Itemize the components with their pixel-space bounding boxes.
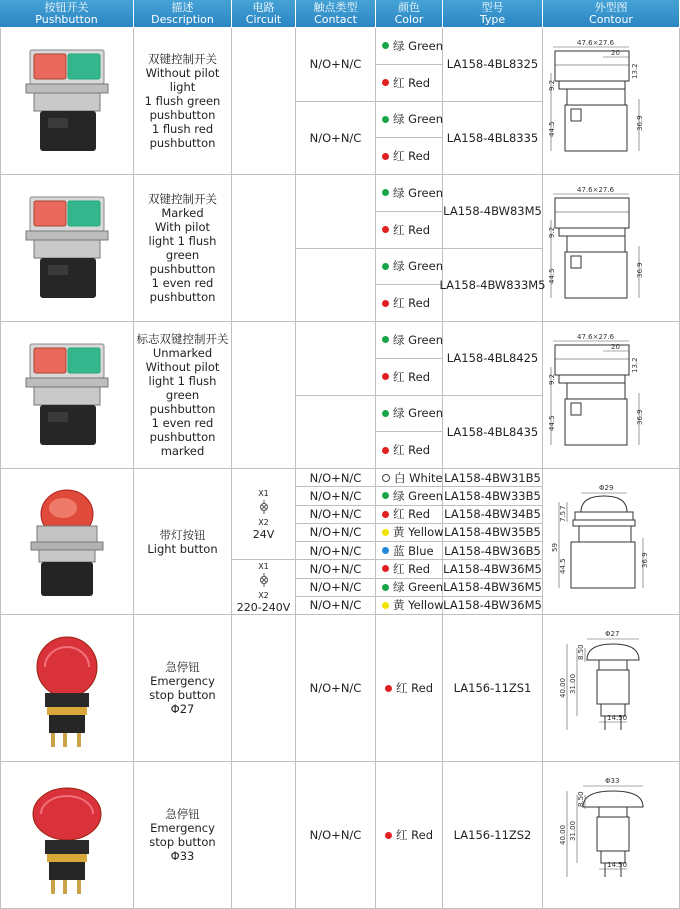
- contact-cell: [296, 560, 376, 578]
- color-label: 黄 Yellow: [393, 598, 444, 613]
- svg-text:47.6×27.6: 47.6×27.6: [577, 332, 615, 341]
- model-number: LA156-11ZS1: [453, 681, 532, 695]
- color-cell: [376, 597, 443, 615]
- terminal-x2: X2: [258, 590, 269, 600]
- contact-type: N/O+N/C: [309, 507, 362, 522]
- header-en: Circuit: [245, 12, 282, 26]
- green-dot-icon: [382, 410, 389, 417]
- model-number: LA158-4BL8335: [446, 130, 539, 145]
- contact-type: N/O+N/C: [309, 681, 362, 695]
- contour-drawing: [543, 28, 680, 175]
- contour-drawing: [543, 762, 680, 909]
- color-cell: [376, 212, 443, 249]
- color-label: 蓝 Blue: [393, 543, 434, 558]
- product-image: [0, 28, 134, 175]
- description-line: Marked: [161, 206, 204, 220]
- svg-text:44.5: 44.5: [548, 414, 556, 431]
- description-line: pushbutton: [149, 262, 216, 276]
- type-cell: [443, 396, 543, 470]
- color-cell: [376, 524, 443, 542]
- contact-type: N/O+N/C: [309, 57, 362, 72]
- description-line: Φ27: [170, 702, 195, 716]
- contact-type: N/O+N/C: [309, 470, 362, 485]
- red-dot-icon: [382, 565, 389, 572]
- double-pushbutton-icon: [22, 193, 112, 303]
- svg-text:14.50: 14.50: [607, 860, 628, 869]
- description-line: green: [165, 248, 200, 262]
- white-dot-icon: [382, 474, 390, 482]
- terminal-x1: X1: [258, 561, 269, 571]
- description-line: Emergency: [150, 821, 215, 835]
- type-cell: [443, 560, 543, 578]
- header-pushbutton: [0, 0, 134, 27]
- terminal-x1: X1: [258, 488, 269, 498]
- contour-drawing-icon: [549, 626, 673, 751]
- header-cn: 外型图: [594, 0, 628, 14]
- color-label: 绿 Green: [393, 185, 443, 200]
- model-number: LA158-4BW33B5: [444, 488, 541, 503]
- description: [134, 615, 232, 762]
- contact-cell: [296, 597, 376, 615]
- contour-drawing-icon: [547, 333, 675, 458]
- lamp-symbol-icon: [258, 573, 270, 590]
- header-en: Contour: [589, 12, 633, 26]
- product-image: [0, 175, 134, 322]
- green-dot-icon: [382, 116, 389, 123]
- contour-drawing-icon: [551, 482, 671, 602]
- red-dot-icon: [382, 447, 389, 454]
- header-en: Contact: [314, 12, 357, 26]
- description-line: light: [169, 80, 196, 94]
- circuit-cell: [232, 615, 296, 762]
- description: [134, 762, 232, 909]
- svg-text:13.2: 13.2: [631, 356, 639, 373]
- model-number: LA158-4BL8425: [446, 351, 539, 366]
- type-cell: [439, 249, 546, 323]
- color-label: 红 Red: [393, 149, 431, 164]
- color-cell: [376, 102, 443, 139]
- color-cell: [376, 28, 443, 65]
- contour-drawing-icon: [547, 186, 675, 311]
- color-label: 绿 Green: [393, 580, 443, 595]
- svg-text:Φ29: Φ29: [599, 483, 614, 492]
- color-label: 绿 Green: [393, 38, 443, 53]
- svg-text:59: 59: [551, 542, 559, 552]
- color-label: 红 Red: [393, 222, 431, 237]
- contact-cell: [296, 524, 376, 542]
- red-dot-icon: [382, 79, 389, 86]
- circuit-cell: [232, 469, 296, 560]
- contact-cell: [296, 322, 376, 396]
- header-contour: [543, 0, 680, 27]
- contact-type: N/O+N/C: [309, 130, 362, 145]
- model-number: LA158-4BW36M5: [443, 580, 542, 595]
- emergency-stop-button-icon: [19, 770, 115, 900]
- description-line: 1 flush green: [144, 94, 221, 108]
- green-dot-icon: [382, 189, 389, 196]
- contact-type: N/O+N/C: [309, 828, 362, 842]
- contour-drawing-icon: [547, 39, 675, 164]
- type-cell: [443, 762, 543, 909]
- description-line: Without pilot: [145, 66, 220, 80]
- type-cell: [443, 506, 543, 524]
- contour-drawing: [543, 615, 680, 762]
- color-cell: [376, 542, 443, 560]
- blue-dot-icon: [382, 547, 389, 554]
- model-number: LA156-11ZS2: [453, 828, 532, 842]
- circuit-cell: [232, 322, 296, 469]
- terminal-x2: X2: [258, 517, 269, 527]
- description: [134, 28, 232, 175]
- color-cell: [376, 579, 443, 597]
- svg-text:44.5: 44.5: [548, 120, 556, 137]
- circuit-cell: [232, 28, 296, 175]
- model-number: LA158-4BW31B5: [444, 470, 541, 485]
- header-cn: 型号: [481, 0, 504, 14]
- svg-text:9.2: 9.2: [548, 79, 556, 91]
- type-cell: [443, 28, 543, 102]
- description-line: 1 even red: [151, 276, 214, 290]
- voltage: 24V: [252, 527, 275, 541]
- green-dot-icon: [382, 336, 389, 343]
- contact-cell: [296, 615, 376, 762]
- description-line: pushbutton: [149, 108, 216, 122]
- lamp-symbol-icon: [258, 500, 270, 517]
- illuminated-pushbutton-icon: [19, 482, 115, 602]
- contact-cell: [296, 579, 376, 597]
- emergency-stop-button-icon: [19, 623, 115, 753]
- yellow-dot-icon: [382, 529, 389, 536]
- circuit-cell: [232, 560, 296, 615]
- description-line: Unmarked: [152, 346, 213, 360]
- color-cell: [376, 138, 443, 175]
- svg-text:31.00: 31.00: [569, 673, 577, 694]
- circuit-cell: [232, 175, 296, 322]
- type-cell: [443, 524, 543, 542]
- type-cell: [443, 322, 543, 396]
- color-cell: [376, 560, 443, 578]
- description-line: pushbutton: [149, 136, 216, 150]
- model-number: LA158-4BW83M5: [443, 204, 542, 219]
- header-type: [443, 0, 543, 27]
- color-cell: [376, 469, 443, 487]
- svg-text:Φ33: Φ33: [605, 776, 620, 785]
- svg-text:20: 20: [611, 342, 620, 351]
- model-number: LA158-4BW36M5: [443, 598, 542, 613]
- contact-cell: [296, 102, 376, 176]
- green-dot-icon: [382, 263, 389, 270]
- color-label: 红 Red: [395, 681, 433, 695]
- header-en: Color: [394, 12, 424, 26]
- header-en: Pushbutton: [35, 12, 98, 26]
- contact-type: N/O+N/C: [309, 561, 362, 576]
- contact-type: N/O+N/C: [309, 543, 362, 558]
- type-cell: [443, 597, 543, 615]
- contour-drawing: [543, 469, 680, 615]
- description-line: With pilot: [154, 220, 210, 234]
- svg-text:20: 20: [611, 48, 620, 57]
- voltage: 220-240V: [236, 600, 291, 614]
- contact-type: N/O+N/C: [309, 580, 362, 595]
- model-number: LA158-4BW36B5: [444, 543, 541, 558]
- contact-cell: [296, 249, 376, 323]
- contour-drawing: [543, 175, 680, 322]
- contact-cell: [296, 396, 376, 470]
- description: [134, 175, 232, 322]
- green-dot-icon: [382, 584, 389, 591]
- color-label: 绿 Green: [393, 112, 443, 127]
- description-line: Without pilot: [145, 360, 220, 374]
- svg-text:8.50: 8.50: [577, 790, 585, 807]
- svg-text:40.00: 40.00: [559, 677, 567, 698]
- svg-text:31.00: 31.00: [569, 820, 577, 841]
- product-image: [0, 762, 134, 909]
- svg-text:47.6×27.6: 47.6×27.6: [577, 185, 615, 194]
- color-label: 绿 Green: [393, 259, 443, 274]
- svg-text:36.9: 36.9: [636, 261, 644, 278]
- model-number: LA158-4BW833M5: [439, 277, 546, 292]
- contact-cell: [296, 175, 376, 249]
- contact-cell: [296, 469, 376, 487]
- color-label: 红 Red: [393, 507, 431, 522]
- color-label: 绿 Green: [393, 406, 443, 421]
- svg-text:47.6×27.6: 47.6×27.6: [577, 38, 615, 47]
- header-cn: 触点类型: [313, 0, 358, 14]
- color-cell: [376, 322, 443, 359]
- description-line: stop button: [149, 688, 216, 702]
- color-cell: [376, 249, 443, 286]
- color-cell: [376, 359, 443, 396]
- svg-text:36.9: 36.9: [636, 408, 644, 425]
- description-line: pushbutton: [149, 402, 216, 416]
- type-cell: [443, 102, 543, 176]
- contact-cell: [296, 28, 376, 102]
- type-cell: [443, 615, 543, 762]
- color-cell: [376, 432, 443, 469]
- description-line: 1 even red: [151, 416, 214, 430]
- color-cell: [376, 487, 443, 505]
- color-label: 黄 Yellow: [393, 525, 444, 540]
- model-number: LA158-4BL8325: [446, 57, 539, 72]
- svg-text:36.9: 36.9: [641, 551, 649, 568]
- color-cell: [376, 175, 443, 212]
- contact-type: N/O+N/C: [309, 488, 362, 503]
- type-cell: [443, 487, 543, 505]
- color-label: 绿 Green: [393, 332, 443, 347]
- svg-text:44.5: 44.5: [548, 267, 556, 284]
- description-line: 带灯按钮: [159, 527, 206, 542]
- description-line: marked: [160, 444, 205, 458]
- red-dot-icon: [382, 373, 389, 380]
- color-cell: [376, 762, 443, 909]
- color-label: 红 Red: [395, 828, 433, 842]
- header-cn: 描述: [171, 0, 194, 14]
- model-number: LA158-4BW36M5: [443, 561, 542, 576]
- contour-drawing-icon: [549, 773, 673, 898]
- description-line: Emergency: [150, 674, 215, 688]
- svg-text:44.5: 44.5: [559, 557, 567, 574]
- type-cell: [443, 175, 543, 249]
- color-cell: [376, 65, 443, 102]
- contact-cell: [296, 506, 376, 524]
- svg-text:7: 7: [559, 505, 567, 510]
- description-line: 标志双键控制开关: [136, 332, 229, 346]
- description-line: 急停钮: [165, 807, 200, 821]
- color-cell: [376, 615, 443, 762]
- description-line: stop button: [149, 835, 216, 849]
- description-line: 双键控制开关: [148, 192, 217, 206]
- double-pushbutton-icon: [22, 46, 112, 156]
- svg-text:9.2: 9.2: [548, 226, 556, 238]
- color-label: 红 Red: [393, 296, 431, 311]
- header-color: [376, 0, 443, 27]
- type-cell: [443, 579, 543, 597]
- header-cn: 按钮开关: [44, 0, 89, 14]
- svg-text:13.2: 13.2: [631, 62, 639, 79]
- product-image: [0, 322, 134, 469]
- description-line: pushbutton: [149, 430, 216, 444]
- double-pushbutton-icon: [22, 340, 112, 450]
- svg-text:7.5: 7.5: [559, 510, 567, 522]
- header-en: Type: [479, 12, 506, 26]
- color-label: 红 Red: [393, 75, 431, 90]
- description: [134, 322, 232, 469]
- green-dot-icon: [382, 42, 389, 49]
- svg-text:14.50: 14.50: [607, 713, 628, 722]
- description: [134, 469, 232, 615]
- description-line: 双键控制开关: [148, 52, 217, 66]
- contact-cell: [296, 487, 376, 505]
- color-label: 红 Red: [393, 561, 431, 576]
- color-label: 红 Red: [393, 443, 431, 458]
- green-dot-icon: [382, 492, 389, 499]
- svg-text:36.9: 36.9: [636, 114, 644, 131]
- svg-text:9.2: 9.2: [548, 373, 556, 385]
- color-label: 红 Red: [393, 369, 431, 384]
- yellow-dot-icon: [382, 602, 389, 609]
- color-cell: [376, 285, 443, 322]
- red-dot-icon: [382, 511, 389, 518]
- header-cn: 电路: [252, 0, 275, 14]
- model-number: LA158-4BL8435: [446, 424, 539, 439]
- description-line: light 1 flush: [148, 374, 217, 388]
- description-line: Φ33: [170, 849, 195, 863]
- type-cell: [443, 469, 543, 487]
- header-circuit: [232, 0, 296, 27]
- red-dot-icon: [385, 685, 392, 692]
- red-dot-icon: [382, 226, 389, 233]
- description-line: 急停钮: [165, 660, 200, 674]
- description-line: pushbutton: [149, 290, 216, 304]
- contact-cell: [296, 762, 376, 909]
- red-dot-icon: [382, 300, 389, 307]
- header-description: [134, 0, 232, 27]
- header-cn: 颜色: [398, 0, 420, 14]
- contour-drawing: [543, 322, 680, 469]
- description-line: light 1 flush: [148, 234, 217, 248]
- description-line: 1 flush red: [151, 122, 214, 136]
- model-number: LA158-4BW34B5: [444, 507, 541, 522]
- contact-type: N/O+N/C: [309, 525, 362, 540]
- svg-text:Φ27: Φ27: [605, 629, 620, 638]
- product-image: [0, 469, 134, 615]
- color-cell: [376, 506, 443, 524]
- product-image: [0, 615, 134, 762]
- svg-text:40.00: 40.00: [559, 824, 567, 845]
- contact-cell: [296, 542, 376, 560]
- red-dot-icon: [385, 832, 392, 839]
- description-line: green: [165, 388, 200, 402]
- color-label: 绿 Green: [393, 488, 443, 503]
- svg-text:8.50: 8.50: [577, 643, 585, 660]
- description-line: Light button: [147, 541, 218, 556]
- red-dot-icon: [382, 153, 389, 160]
- header-contact: [296, 0, 376, 27]
- model-number: LA158-4BW35B5: [444, 525, 541, 540]
- color-label: 白 White: [394, 470, 443, 485]
- color-cell: [376, 396, 443, 433]
- circuit-cell: [232, 762, 296, 909]
- header-en: Description: [151, 12, 214, 26]
- contact-type: N/O+N/C: [309, 598, 362, 613]
- type-cell: [443, 542, 543, 560]
